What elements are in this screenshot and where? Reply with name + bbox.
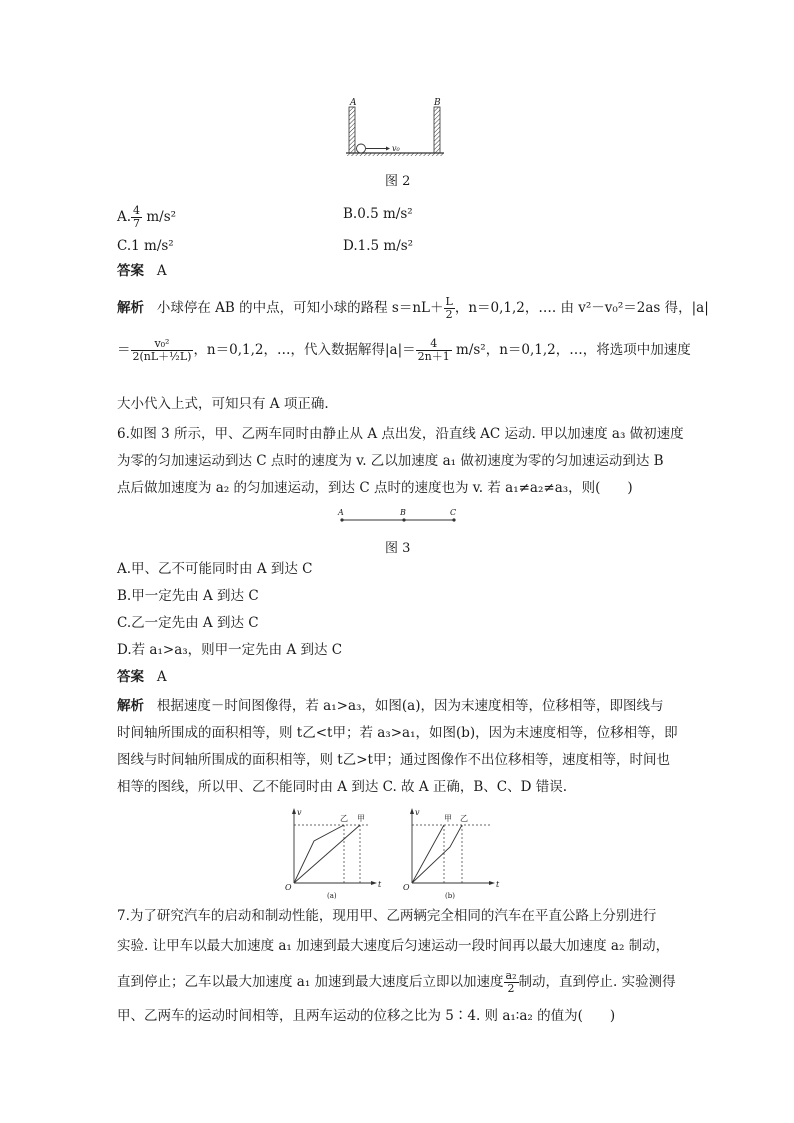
q5-option-b: B.0.5 m/s² bbox=[343, 206, 413, 222]
q5-answer-label: 答案 bbox=[117, 263, 144, 279]
q6-analysis-line-4: 相等的图线，所以甲、乙不能同时由 A 到达 C. 故 A 正确，B、C、D 错误. bbox=[117, 779, 568, 795]
q5-analysis-l2-frac2-den: 2n＋1 bbox=[417, 350, 450, 364]
wall-b bbox=[434, 107, 440, 153]
wall-a bbox=[349, 107, 355, 153]
q7-stem-line-1: 7.为了研究汽车的启动和制动性能，现用甲、乙两辆完全相同的汽车在平直公路上分别进行 bbox=[117, 908, 657, 924]
point-b bbox=[402, 518, 405, 521]
q5-option-a-prefix: A. bbox=[117, 209, 132, 226]
graph-b-v-label: v bbox=[415, 808, 420, 817]
velocity-arrow-head bbox=[386, 147, 390, 151]
q5-analysis-l2-frac-den: 2(nL＋½L) bbox=[132, 350, 192, 364]
graph-a-jia-label: 甲 bbox=[357, 814, 365, 823]
q5-analysis-l2-frac-num: v₀² bbox=[131, 338, 194, 351]
q5-analysis-l2-frac2 bbox=[416, 338, 452, 363]
vt-graph-a bbox=[282, 805, 392, 900]
q6-option-a: A.甲、乙不可能同时由 A 到达 C bbox=[117, 561, 313, 577]
q5-analysis-l1-a: 小球停在 AB 的中点，可知小球的路程 s＝nL＋ bbox=[156, 300, 444, 317]
q7-stem-line-2: 实验. 让甲车以最大加速度 a₁ 加速到最大速度后匀速运动一段时间再以最大加速度 a₂ 制动， bbox=[117, 938, 670, 954]
point-c bbox=[452, 518, 455, 521]
graph-a-t-arrow bbox=[371, 881, 377, 885]
q7-stem-line-4: 甲、乙两车的运动时间相等，且两车运动的位移之比为 5∶4. 则 a₁∶a₂ 的值为( ) bbox=[117, 1008, 616, 1024]
figure-3-line-diagram bbox=[335, 505, 465, 530]
q5-analysis-line-3: 大小代入上式，可知只有 A 项正确. bbox=[117, 396, 329, 412]
graph-a-yi-label: 乙 bbox=[340, 814, 348, 823]
q7-stem-l3-a: 直到停止；乙车以最大加速度 a₁ 加速到最大速度后立即以加速度 bbox=[117, 974, 504, 991]
q6-answer-label: 答案 bbox=[117, 669, 144, 685]
q6-answer bbox=[117, 671, 167, 685]
figure-2-walls-diagram bbox=[340, 95, 460, 165]
label-point-b: B bbox=[400, 508, 406, 517]
graph-b-line-yi bbox=[412, 825, 462, 883]
q5-option-a-fraction bbox=[131, 205, 142, 230]
q5-analysis-l1-frac-num: L bbox=[445, 295, 453, 308]
label-a: A bbox=[350, 98, 357, 108]
q5-option-a-num: 4 bbox=[133, 204, 141, 217]
graph-a-line-yi bbox=[294, 825, 344, 883]
q5-analysis-l1-frac-den: 2 bbox=[445, 308, 453, 322]
q6-analysis-line-1 bbox=[117, 700, 663, 714]
figure-3-caption: 图 3 bbox=[385, 541, 411, 556]
q5-analysis-l2-eq: ＝ bbox=[117, 342, 131, 359]
q6-analysis-line-3: 图线与时间轴所围成的面积相等，则 t乙>t甲；通过图像作不出位移相等，速度相等，时间也 bbox=[117, 752, 670, 768]
figure-2-caption: 图 2 bbox=[385, 174, 411, 189]
label-point-c: C bbox=[450, 508, 457, 517]
q6-stem-line-1: 6.如图 3 所示，甲、乙两车同时由静止从 A 点出发，沿直线 AC 运动. 甲以加速度 a₃ 做初速度 bbox=[117, 426, 684, 442]
vt-graph-b bbox=[400, 805, 510, 900]
q6-option-d: D.若 a₁>a₃，则甲一定先由 A 到达 C bbox=[117, 642, 343, 658]
q5-analysis-line-1 bbox=[117, 296, 709, 321]
ball bbox=[357, 144, 366, 153]
q6-analysis-line-2: 时间轴所围成的面积相等，则 t乙<t甲；若 a₃>a₁，如图(b)，因为末速度相等，位移相等，即 bbox=[117, 725, 678, 741]
label-point-a: A bbox=[338, 508, 344, 517]
q5-analysis-line-2 bbox=[117, 338, 691, 363]
q7-stem-l3-frac-den: 2 bbox=[507, 982, 515, 996]
q5-answer bbox=[117, 265, 167, 279]
q5-analysis-label: 解析 bbox=[117, 300, 144, 317]
graph-a-origin: O bbox=[285, 883, 292, 892]
q7-stem-l3-b: 制动，直到停止. 实验测得 bbox=[518, 974, 676, 991]
q5-option-d: D.1.5 m/s² bbox=[343, 238, 414, 254]
q5-analysis-l2-b: m/s²，n＝0,1,2，…，将选项中加速度 bbox=[456, 342, 691, 359]
graph-a-v-arrow bbox=[292, 808, 296, 814]
point-a bbox=[340, 518, 343, 521]
graph-b-line-jia bbox=[412, 825, 444, 883]
q5-option-a-den: 7 bbox=[133, 217, 141, 231]
graph-b-t-label: t bbox=[496, 880, 500, 889]
q6-stem-line-2: 为零的匀加速运动到达 C 点时的速度为 v. 乙以加速度 a₁ 做初速度为零的匀加速运动到达 B bbox=[117, 453, 664, 469]
graph-b-v-arrow bbox=[410, 808, 414, 814]
q7-stem-l3-frac bbox=[504, 970, 519, 995]
graph-b-caption: (b) bbox=[445, 892, 455, 900]
q6-analysis-label: 解析 bbox=[117, 698, 144, 714]
graph-a-v-label: v bbox=[297, 808, 302, 817]
graph-b-t-arrow bbox=[489, 881, 495, 885]
ground-hatch bbox=[346, 153, 444, 156]
q5-analysis-l2-frac bbox=[131, 338, 194, 363]
q6-stem-line-3: 点后做加速度为 a₂ 的匀加速运动，到达 C 点时的速度也为 v. 若 a₁≠a₂≠a₃，则( ) bbox=[117, 480, 633, 496]
q5-option-a bbox=[117, 205, 176, 230]
q5-option-c: C.1 m/s² bbox=[117, 238, 174, 254]
q7-stem-l3-frac-num: a₂ bbox=[505, 969, 517, 982]
q5-analysis-l1-b: ，n＝0,1,2，…. 由 v²－v₀²＝2as 得，|a| bbox=[454, 300, 709, 317]
q6-option-b: B.甲一定先由 A 到达 C bbox=[117, 588, 259, 604]
label-v0: v₀ bbox=[392, 144, 400, 153]
q6-answer-value: A bbox=[156, 669, 167, 685]
label-b: B bbox=[434, 98, 441, 108]
q7-stem-line-3 bbox=[117, 970, 676, 995]
graph-b-origin: O bbox=[403, 883, 410, 892]
graph-a-caption: (a) bbox=[327, 892, 337, 900]
graph-b-yi-label: 乙 bbox=[460, 814, 468, 823]
q5-answer-value: A bbox=[156, 263, 167, 279]
graph-b-jia-label: 甲 bbox=[444, 814, 452, 823]
q6-analysis-l1: 根据速度－时间图像得，若 a₁>a₃，如图(a)，因为末速度相等，位移相等，即图线与 bbox=[156, 698, 664, 714]
q6-option-c: C.乙一定先由 A 到达 C bbox=[117, 615, 259, 631]
q5-option-a-unit: m/s² bbox=[146, 209, 177, 226]
graph-a-t-label: t bbox=[378, 880, 382, 889]
q5-analysis-l2-frac2-num: 4 bbox=[416, 338, 452, 351]
q5-analysis-l2-a: ，n＝0,1,2，…，代入数据解得|a|＝ bbox=[193, 342, 416, 359]
q5-analysis-l1-frac bbox=[444, 296, 455, 321]
